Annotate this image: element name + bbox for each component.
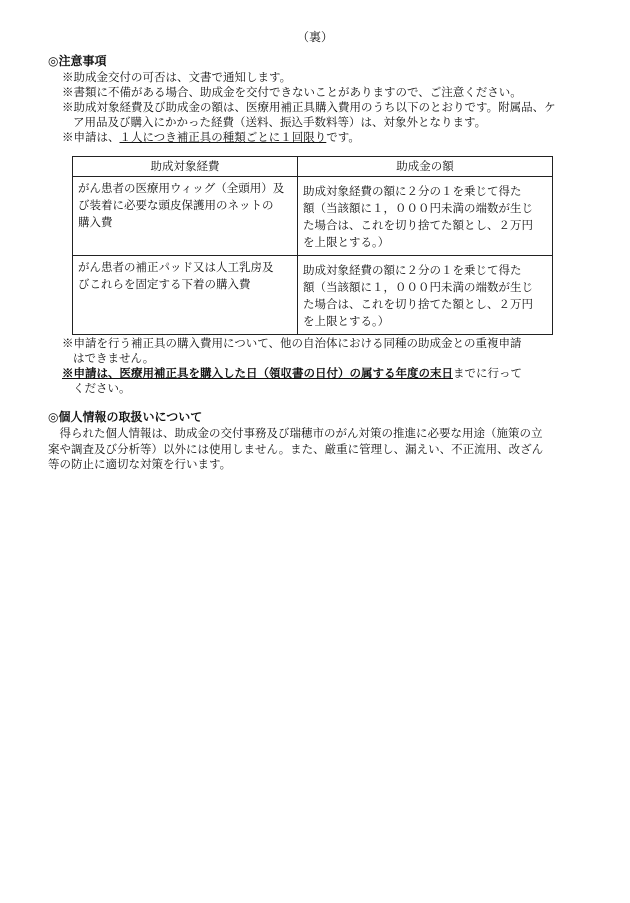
expense-line: びこれらを固定する下着の購入費 [78, 277, 251, 291]
expense-line: がん患者の医療用ウィッグ（全頭用）及 [78, 181, 285, 195]
note-duplicate-application-cont: はできません。 [73, 351, 155, 365]
amount-line: を上限とする。） [303, 235, 390, 249]
amount-line: た場合は、これを切り捨てた額とし、２万円 [303, 297, 534, 311]
table-row [73, 177, 553, 256]
header-amount: 助成金の額 [298, 157, 553, 177]
page-side-label: （裏） [296, 30, 333, 44]
amount-cell-breast [298, 256, 553, 335]
expense-line: 購入費 [78, 215, 113, 229]
header-expense: 助成対象経費 [73, 157, 298, 177]
note-item-eligible-expenses-cont: ア用品及び購入にかかった経費（送料、振込手数料等）は、対象外となります。 [73, 115, 487, 129]
note-item-eligible-expenses: ※助成対象経費及び助成金の額は、医療用補正具購入費用のうち以下のとおりです。附属品、ケ [62, 100, 556, 114]
table-header-row [73, 157, 553, 177]
privacy-heading: ◎個人情報の取扱いについて [48, 410, 203, 424]
note-item-application-limit [62, 130, 592, 146]
expense-cell-wig [73, 177, 298, 256]
amount-line: た場合は、これを切り捨てた額とし、２万円 [303, 218, 534, 232]
amount-line: 助成対象経費の額に２分の１を乗じて得た [303, 263, 522, 277]
privacy-paragraph [48, 426, 588, 473]
amount-cell-wig [298, 177, 553, 256]
amount-line: 額（当該額に１，０００円未満の端数が生じ [303, 280, 534, 294]
limit-underlined: １人につき補正具の種類ごとに１回限り [119, 130, 327, 144]
notes-heading: ◎注意事項 [48, 54, 107, 68]
note-deadline-cont: ください。 [73, 381, 131, 395]
expense-line: び装着に必要な頭皮保護用のネットの [78, 198, 274, 212]
expense-cell-breast [73, 256, 298, 335]
note-duplicate-application: ※申請を行う補正具の購入費用について、他の自治体における同種の助成金との重複申請 [62, 336, 522, 350]
privacy-line: 得られた個人情報は、助成金の交付事務及び瑞穂市のがん対策の推進に必要な用途（施策の立 [48, 426, 543, 440]
privacy-line: 等の防止に適切な対策を行います。 [48, 457, 232, 471]
note-deadline [62, 366, 592, 382]
grant-table [72, 156, 553, 335]
limit-suffix: です。 [326, 130, 360, 144]
note-item-notification: ※助成金交付の可否は、文書で通知します。 [62, 70, 292, 84]
note-item-incomplete-documents: ※書類に不備がある場合、助成金を交付できないことがありますので、ご注意ください。 [62, 85, 522, 99]
table-row [73, 256, 553, 335]
deadline-suffix: までに行って [453, 366, 522, 380]
amount-line: 助成対象経費の額に２分の１を乗じて得た [303, 184, 522, 198]
deadline-emphasis: ※申請は、医療用補正具を購入した日（領収書の日付）の属する年度の末日 [62, 366, 453, 380]
limit-prefix: ※申請は、 [62, 130, 120, 144]
privacy-line: 案や調査及び分析等）以外には使用しません。また、厳重に管理し、漏えい、不正流用、改ざん [48, 441, 544, 456]
amount-line: を上限とする。） [303, 314, 390, 328]
expense-line: がん患者の補正パッド又は人工乳房及 [78, 260, 274, 274]
amount-line: 額（当該額に１，０００円未満の端数が生じ [303, 201, 534, 215]
